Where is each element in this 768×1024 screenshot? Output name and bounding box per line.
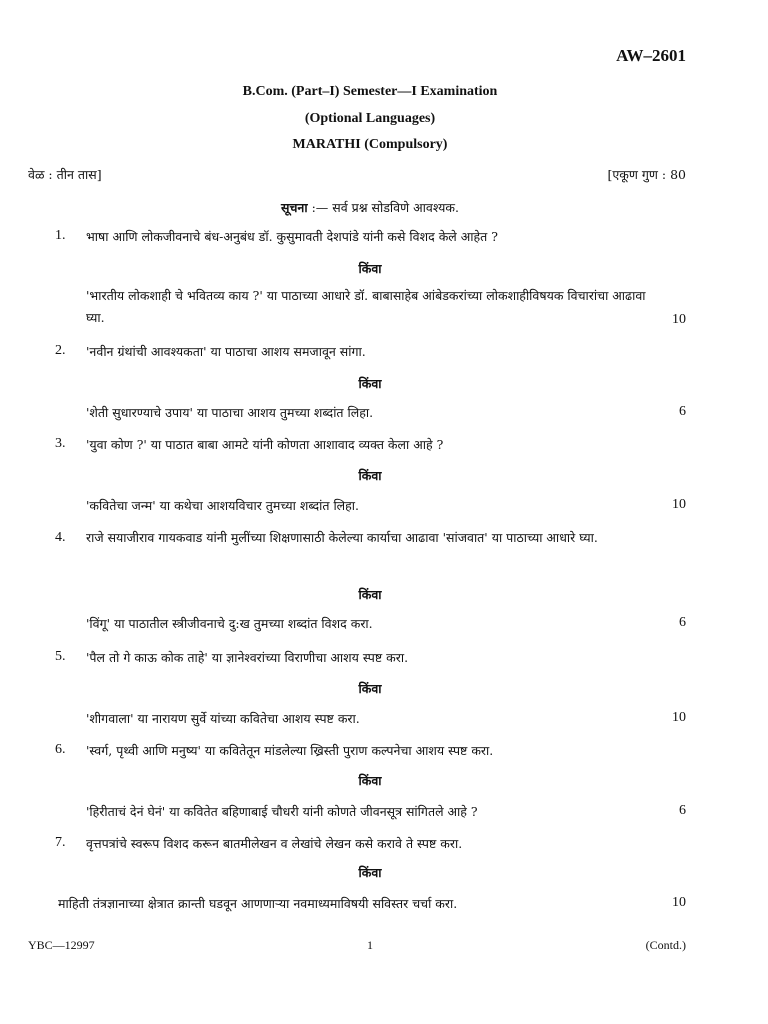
- or-separator: किंवा: [358, 865, 382, 880]
- question-number: 3.: [55, 436, 66, 451]
- question-text: 'पैल तो गे काऊ कोक ताहे' या ज्ञानेश्वरांच्या विराणीचा आशय स्पष्ट करा.: [86, 650, 409, 665]
- question-text: 'युवा कोण ?' या पाठात बाबा आमटे यांनी कोणता आशावाद व्यक्त केला आहे ?: [86, 437, 444, 452]
- question-text: भाषा आणि लोकजीवनाचे बंध-अनुबंध डॉ. कुसुमावती देशपांडे यांनी कसे विशद केले आहेत ?: [86, 229, 498, 244]
- question-marks: 10: [672, 312, 686, 327]
- page-number: 1: [367, 938, 373, 952]
- or-separator: किंवा: [358, 261, 382, 276]
- exam-title: B.Com. (Part–I) Semester—I Examination: [242, 84, 498, 99]
- or-separator: किंवा: [358, 376, 382, 391]
- subject-title: MARATHI (Compulsory): [292, 137, 448, 152]
- question-text: राजे सयाजीराव गायकवाड यांनी मुलींच्या शिक्षणासाठी केलेल्या कार्याचा आढावा 'सांजवात' या पाठाच्या आधारे घ्या.: [86, 530, 598, 545]
- question-marks: 10: [672, 895, 686, 910]
- or-separator: किंवा: [358, 681, 382, 696]
- question-alt-text: 'कवितेचा जन्म' या कथेचा आशयविचार तुमच्या शब्दांत लिहा.: [86, 498, 360, 513]
- question-marks: 6: [679, 803, 686, 818]
- exam-subtitle: (Optional Languages): [304, 111, 436, 126]
- question-marks: 6: [679, 404, 686, 419]
- paper-code: AW–2601: [616, 46, 686, 65]
- question-number: 2.: [55, 343, 66, 358]
- question-alt-text: माहिती तंत्रज्ञानाच्या क्षेत्रात क्रान्ती घडवून आणणाऱ्या नवमाध्यमाविषयी सविस्तर चर्चा करा.: [58, 896, 458, 911]
- question-text: 'नवीन ग्रंथांची आवश्यकता' या पाठाचा आशय समजावून सांगा.: [86, 344, 366, 359]
- question-text: 'स्वर्ग, पृथ्वी आणि मनुष्य' या कवितेतून मांडलेल्या ख्रिस्ती पुराण कल्पनेचा आशय स्पष्ट करा.: [86, 743, 494, 758]
- question-text: वृत्तपत्रांचे स्वरूप विशद करून बातमीलेखन व लेखांचे लेखन कसे करावे ते स्पष्ट करा.: [86, 836, 463, 851]
- paper-series-code: YBC—12997: [28, 938, 95, 952]
- question-alt-text: 'हिरीताचं देनं घेनं' या कवितेत बहिणाबाई चौधरी यांनी कोणते जीवनसूत्र सांगितले आहे ?: [86, 804, 478, 819]
- continued-label: (Contd.): [645, 938, 686, 952]
- question-marks: 10: [672, 497, 686, 512]
- instruction-label: सूचना: [281, 200, 308, 215]
- or-separator: किंवा: [358, 468, 382, 483]
- question-marks: 10: [672, 710, 686, 725]
- question-alt-text: 'शीगवाला' या नारायण सुर्वे यांच्या कवितेचा आशय स्पष्ट करा.: [86, 711, 360, 726]
- instruction-text: :— सर्व प्रश्न सोडविणे आवश्यक.: [307, 200, 459, 215]
- question-number: 5.: [55, 649, 66, 664]
- total-marks: [एकूण गुण : 80: [607, 167, 686, 182]
- question-number: 4.: [55, 530, 66, 545]
- exam-duration: वेळ : तीन तास]: [28, 167, 102, 182]
- question-alt-text: 'भारतीय लोकशाही चे भवितव्य काय ?' या पाठाच्या आधारे डॉ. बाबासाहेब आंबेडकरांच्या लोकशाहीविषयक विचारांचा आढावा घ्या.: [86, 288, 646, 325]
- question-number: 6.: [55, 742, 66, 757]
- question-marks: 6: [679, 615, 686, 630]
- question-alt-text: 'शेती सुधारण्याचे उपाय' या पाठाचा आशय तुमच्या शब्दांत लिहा.: [86, 405, 374, 420]
- or-separator: किंवा: [358, 773, 382, 788]
- instruction-notice: [0, 199, 740, 216]
- question-alt-text: 'विंगू' या पाठातील स्त्रीजीवनाचे दु:ख तुमच्या शब्दांत विशद करा.: [86, 616, 373, 631]
- question-number: 7.: [55, 835, 66, 850]
- question-number: 1.: [55, 228, 66, 243]
- or-separator: किंवा: [358, 587, 382, 602]
